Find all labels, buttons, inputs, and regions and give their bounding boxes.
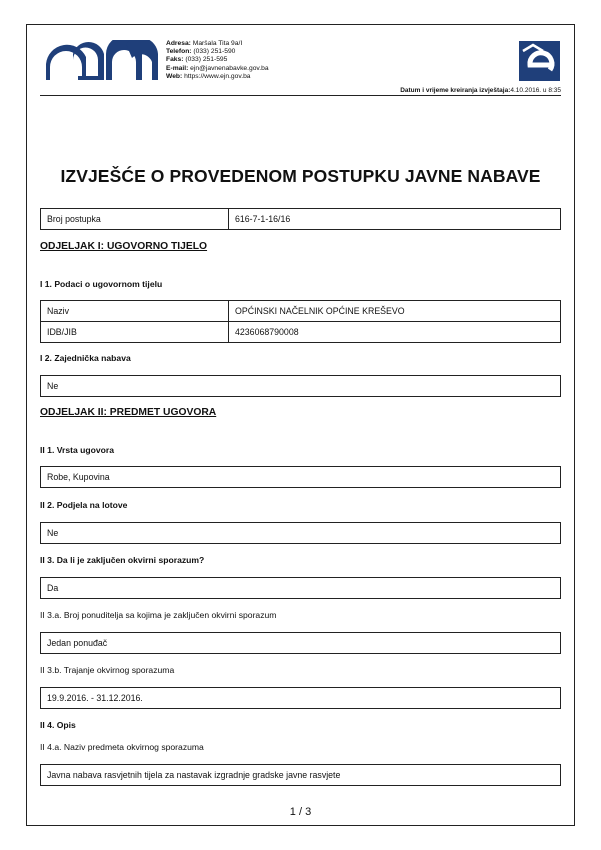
- created-label: Datum i vrijeme kreiranja izvještaja:: [400, 87, 511, 94]
- page-number: 1 / 3: [289, 806, 312, 818]
- ii1-heading: II 1. Vrsta ugovora: [40, 445, 115, 455]
- ii3-heading: II 3. Da li je zaključen okvirni sporazum?: [40, 555, 205, 565]
- email-value: ejn@javnenabavke.gov.ba: [190, 64, 269, 72]
- ii4a-value: Javna nabava rasvjetnih tijela za nastavak izgradnje gradske javne rasvjete: [47, 770, 341, 780]
- broj-postupka-value: 616-7-1-16/16: [229, 209, 561, 230]
- i2-heading: I 2. Zajednička nabava: [40, 353, 131, 363]
- i2-value: Ne: [47, 381, 59, 391]
- address-label: Adresa:: [166, 40, 191, 47]
- ii3a-heading: II 3.a. Broj ponuditelja sa kojima je zaključen okvirni sporazum: [40, 610, 277, 620]
- created-value: 4.10.2016. u 8:35: [510, 87, 561, 94]
- header-divider: [40, 95, 561, 96]
- ii2-value: Ne: [47, 528, 59, 538]
- email-label: E-mail:: [166, 64, 189, 72]
- address-value: Maršala Tita 9a/I: [192, 40, 243, 47]
- idb-label: IDB/JIB: [41, 322, 229, 343]
- broj-postupka-table: [40, 208, 561, 230]
- page-title: IZVJEŠĆE O PROVEDENOM POSTUPKU JAVNE NABAVE: [60, 166, 541, 186]
- ii3a-value: Jedan ponuđač: [47, 638, 108, 648]
- section-heading-1: ODJELJAK I: UGOVORNO TIJELO: [40, 241, 208, 252]
- ii4-heading: II 4. Opis: [40, 720, 76, 730]
- phone-label: Telefon:: [166, 48, 192, 56]
- naziv-label: Naziv: [41, 301, 229, 322]
- ii1-value-box: [40, 466, 561, 488]
- ii3b-value-box: [40, 687, 561, 709]
- ii4a-value-box: [40, 764, 561, 786]
- created-datetime: [400, 87, 561, 94]
- i1-heading: I 1. Podaci o ugovornom tijelu: [40, 279, 163, 289]
- ii1-value: Robe, Kupovina: [47, 472, 110, 482]
- fax-value: (033) 251-595: [185, 56, 228, 64]
- ii3b-heading: II 3.b. Trajanje okvirnog sporazuma: [40, 665, 175, 675]
- web-label: Web:: [166, 72, 183, 80]
- table-row: [41, 322, 561, 343]
- i2-value-box: [40, 375, 561, 397]
- naziv-value: OPĆINSKI NAČELNIK OPĆINE KREŠEVO: [229, 301, 561, 322]
- table-row: [41, 301, 561, 322]
- broj-postupka-label: Broj postupka: [41, 209, 229, 230]
- e-logo-icon: [519, 41, 560, 81]
- ii4a-heading: II 4.a. Naziv predmeta okvirnog sporazuma: [40, 742, 204, 752]
- idb-value: 4236068790008: [229, 322, 561, 343]
- ugovorno-tijelo-table: [40, 300, 561, 343]
- ii2-heading: II 2. Podjela na lotove: [40, 500, 128, 510]
- ii3b-value: 19.9.2016. - 31.12.2016.: [47, 693, 143, 703]
- contact-block: [166, 40, 269, 81]
- ii3-value: Da: [47, 583, 59, 593]
- fax-label: Faks:: [166, 56, 184, 64]
- section-heading-2: ODJELJAK II: PREDMET UGOVORA: [40, 407, 217, 418]
- ejn-logo-icon: [46, 40, 158, 80]
- phone-value: (033) 251-590: [193, 48, 236, 56]
- ii3-value-box: [40, 577, 561, 599]
- table-row: [41, 209, 561, 230]
- web-value: https://www.ejn.gov.ba: [184, 72, 251, 80]
- ii2-value-box: [40, 522, 561, 544]
- ii3a-value-box: [40, 632, 561, 654]
